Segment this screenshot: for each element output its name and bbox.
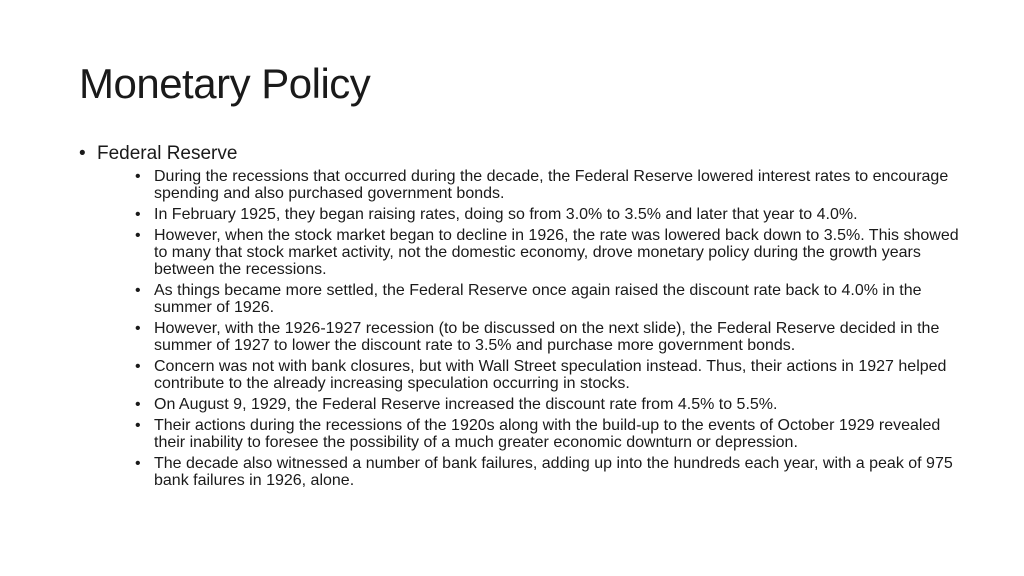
sub-bullet-item <box>97 168 959 202</box>
sub-bullet-text: However, when the stock market began to decline in 1926, the rate was lowered back down to 3.5%. This showed to many that stock market activity, not the domestic economy, drove monetary policy during the growth years between the recessions. <box>154 227 959 278</box>
main-bullet-item <box>79 142 959 489</box>
sub-bullet-text: In February 1925, they began raising rates, doing so from 3.0% to 3.5% and later that year to 4.0%. <box>154 206 858 223</box>
sub-bullet-item <box>97 358 959 392</box>
bullet-icon: • <box>135 396 141 413</box>
sub-bullet-item <box>97 455 959 489</box>
bullet-icon: • <box>135 227 141 244</box>
slide-title: Monetary Policy <box>79 60 371 107</box>
bullet-icon: • <box>135 455 141 472</box>
sub-bullet-text: The decade also witnessed a number of bank failures, adding up into the hundreds each year, with a peak of 975 bank failures in 1926, alone. <box>154 455 953 489</box>
sub-bullet-text: As things became more settled, the Federal Reserve once again raised the discount rate back to 4.0% in the summer of 1926. <box>154 282 922 316</box>
bullet-icon: • <box>135 417 141 434</box>
sub-bullet-item <box>97 417 959 451</box>
sub-bullet-item <box>97 396 959 413</box>
sub-bullet-item <box>97 320 959 354</box>
bullet-icon: • <box>79 143 86 164</box>
bullet-icon: • <box>135 206 141 223</box>
sub-bullet-text: Concern was not with bank closures, but with Wall Street speculation instead. Thus, their actions in 1927 helped contribute to the already increasing speculation occurring in stocks. <box>154 358 947 392</box>
sub-bullet-item <box>97 206 959 223</box>
sub-bullet-list <box>97 168 959 489</box>
sub-bullet-text: On August 9, 1929, the Federal Reserve increased the discount rate from 4.5% to 5.5%. <box>154 396 778 413</box>
sub-bullet-text: However, with the 1926-1927 recession (to be discussed on the next slide), the Federal Reserve decided in the summer of 1927 to lower the discount rate to 3.5% and purchase more government bonds. <box>154 320 940 354</box>
sub-bullet-text: During the recessions that occurred during the decade, the Federal Reserve lowered interest rates to encourage spending and also purchased government bonds. <box>154 168 949 202</box>
bullet-icon: • <box>135 320 141 337</box>
sub-bullet-item <box>97 282 959 316</box>
bullet-icon: • <box>135 282 141 299</box>
sub-bullet-text: Their actions during the recessions of the 1920s along with the build-up to the events of October 1929 revealed their inability to foresee the possibility of a much greater economic downturn or depression. <box>154 417 941 451</box>
bullet-icon: • <box>135 358 141 375</box>
sub-bullet-item <box>97 227 959 278</box>
main-bullet-text: Federal Reserve <box>97 143 238 164</box>
bullet-icon: • <box>135 168 141 185</box>
bullet-list <box>79 142 959 493</box>
